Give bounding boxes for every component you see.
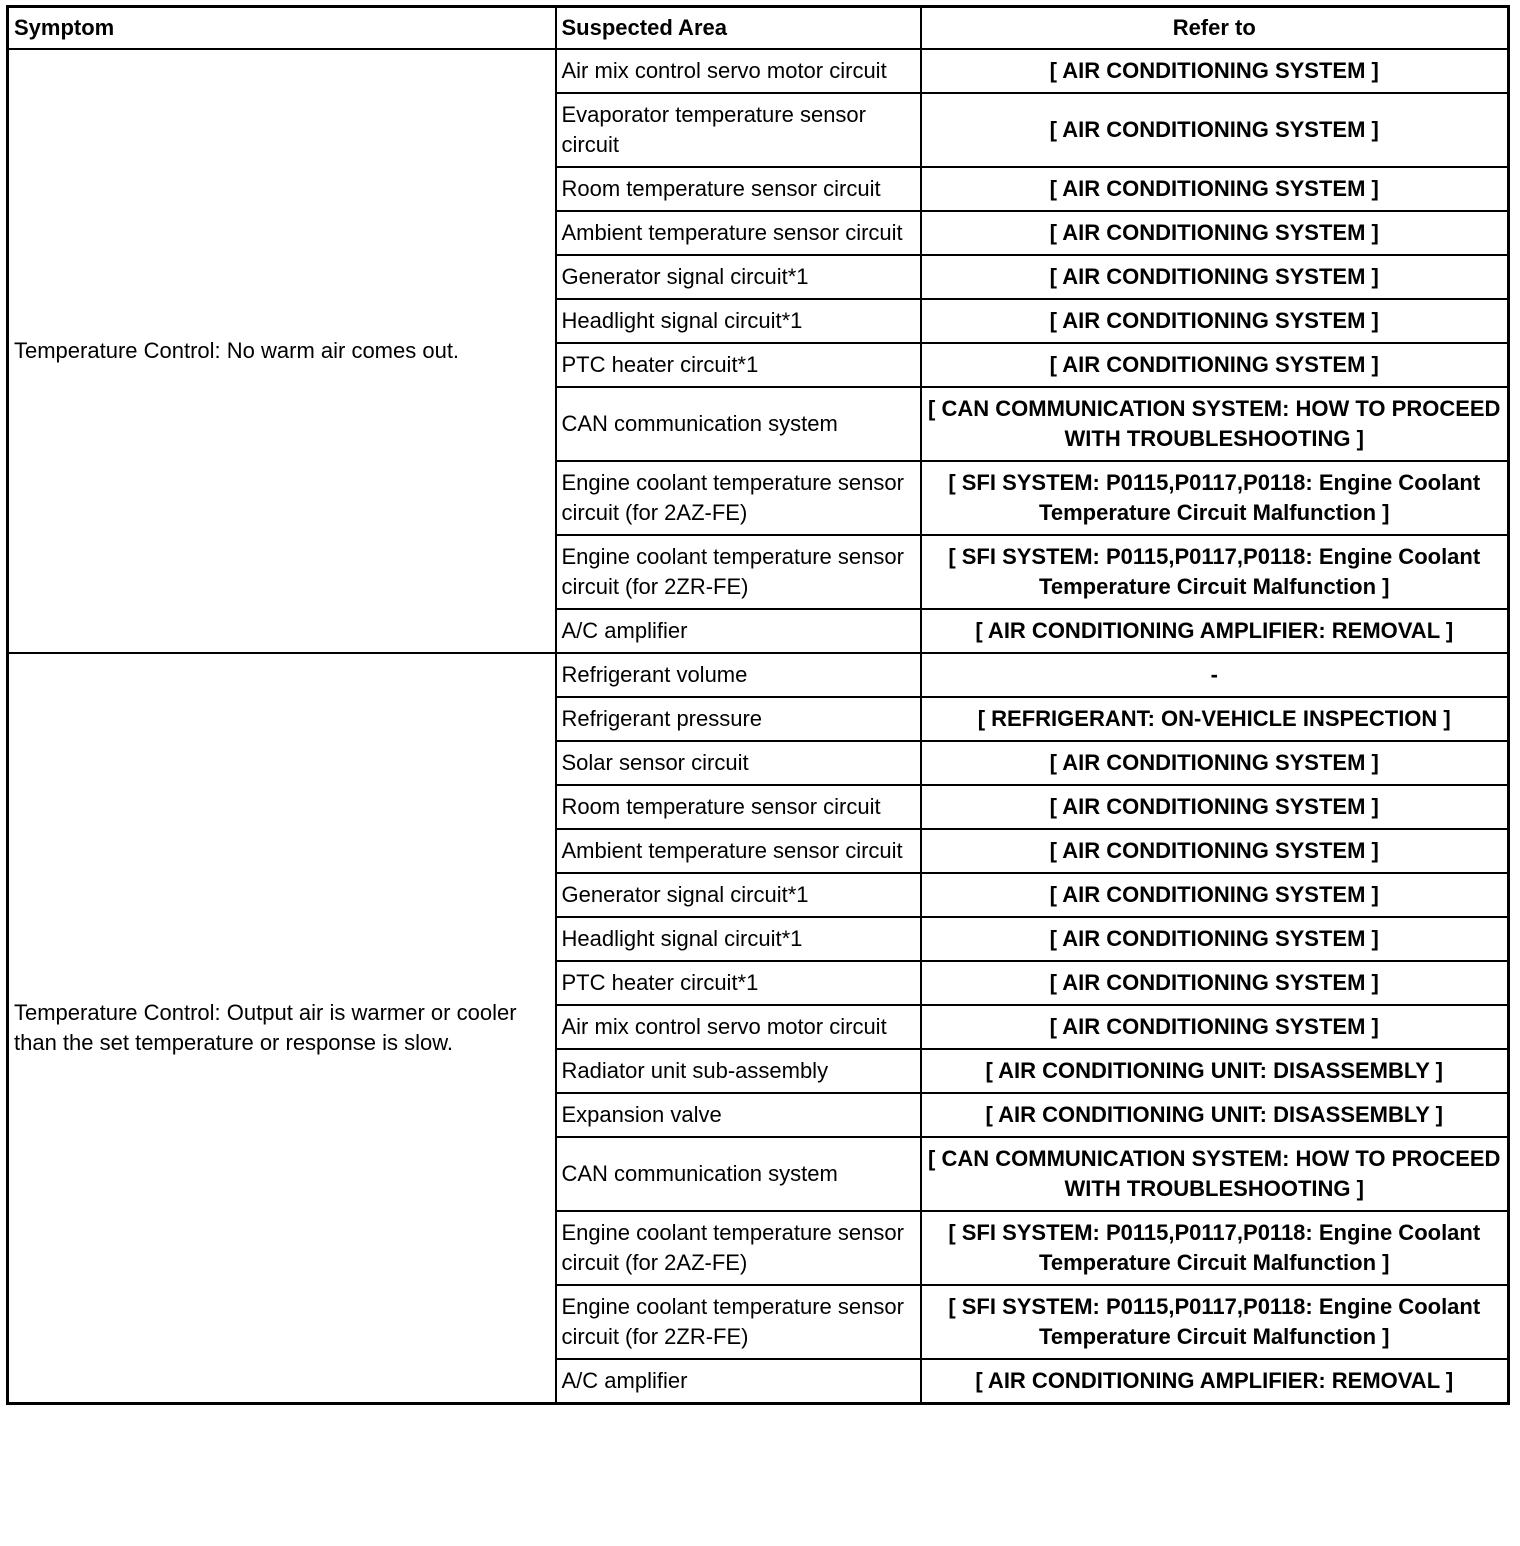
suspected-area-cell: Generator signal circuit*1 bbox=[556, 255, 921, 299]
table-row bbox=[8, 49, 1509, 93]
symptom-header: Symptom bbox=[8, 7, 556, 50]
refer-to-link[interactable]: [ AIR CONDITIONING UNIT: DISASSEMBLY ] bbox=[921, 1093, 1509, 1137]
suspected-area-cell: A/C amplifier bbox=[556, 609, 921, 653]
refer-to-link[interactable]: [ AIR CONDITIONING SYSTEM ] bbox=[921, 211, 1509, 255]
refer-to-link[interactable]: [ AIR CONDITIONING SYSTEM ] bbox=[921, 917, 1509, 961]
suspected-area-cell: Room temperature sensor circuit bbox=[556, 167, 921, 211]
suspected-area-cell: Solar sensor circuit bbox=[556, 741, 921, 785]
refer-to-link[interactable]: [ AIR CONDITIONING SYSTEM ] bbox=[921, 167, 1509, 211]
table-row bbox=[8, 653, 1509, 697]
refer-to-link: - bbox=[921, 653, 1509, 697]
troubleshooting-table bbox=[6, 5, 1510, 1405]
refer-to-link[interactable]: [ AIR CONDITIONING SYSTEM ] bbox=[921, 343, 1509, 387]
refer-to-link[interactable]: [ AIR CONDITIONING SYSTEM ] bbox=[921, 785, 1509, 829]
suspected-area-cell: Air mix control servo motor circuit bbox=[556, 1005, 921, 1049]
refer-to-link[interactable]: [ AIR CONDITIONING SYSTEM ] bbox=[921, 829, 1509, 873]
refer-to-link[interactable]: [ AIR CONDITIONING AMPLIFIER: REMOVAL ] bbox=[921, 609, 1509, 653]
suspected-area-cell: Ambient temperature sensor circuit bbox=[556, 829, 921, 873]
header-row bbox=[8, 7, 1509, 50]
suspected-area-cell: Headlight signal circuit*1 bbox=[556, 299, 921, 343]
refer-to-link[interactable]: [ AIR CONDITIONING SYSTEM ] bbox=[921, 1005, 1509, 1049]
suspected-area-cell: Refrigerant pressure bbox=[556, 697, 921, 741]
refer-to-link[interactable]: [ AIR CONDITIONING SYSTEM ] bbox=[921, 961, 1509, 1005]
refer-to-link[interactable]: [ AIR CONDITIONING SYSTEM ] bbox=[921, 255, 1509, 299]
suspected-area-cell: Engine coolant temperature sensor circuit (for 2AZ-FE) bbox=[556, 1211, 921, 1285]
suspected-area-cell: Ambient temperature sensor circuit bbox=[556, 211, 921, 255]
symptom-cell: Temperature Control: Output air is warmer or cooler than the set temperature or response is slow. bbox=[8, 653, 556, 1404]
refer-to-link[interactable]: [ AIR CONDITIONING SYSTEM ] bbox=[921, 299, 1509, 343]
refer-to-header: Refer to bbox=[921, 7, 1509, 50]
refer-to-link[interactable]: [ AIR CONDITIONING SYSTEM ] bbox=[921, 741, 1509, 785]
suspected-area-cell: A/C amplifier bbox=[556, 1359, 921, 1404]
refer-to-link[interactable]: [ AIR CONDITIONING UNIT: DISASSEMBLY ] bbox=[921, 1049, 1509, 1093]
suspected-area-cell: CAN communication system bbox=[556, 387, 921, 461]
suspected-area-cell: Refrigerant volume bbox=[556, 653, 921, 697]
symptom-cell: Temperature Control: No warm air comes out. bbox=[8, 49, 556, 653]
suspected-area-cell: Radiator unit sub-assembly bbox=[556, 1049, 921, 1093]
suspected-area-cell: Expansion valve bbox=[556, 1093, 921, 1137]
refer-to-link[interactable]: [ SFI SYSTEM: P0115,P0117,P0118: Engine Coolant Temperature Circuit Malfunction ] bbox=[921, 461, 1509, 535]
refer-to-link[interactable]: [ AIR CONDITIONING SYSTEM ] bbox=[921, 873, 1509, 917]
suspected-area-cell: CAN communication system bbox=[556, 1137, 921, 1211]
suspected-area-cell: PTC heater circuit*1 bbox=[556, 961, 921, 1005]
refer-to-link[interactable]: [ AIR CONDITIONING SYSTEM ] bbox=[921, 49, 1509, 93]
refer-to-link[interactable]: [ AIR CONDITIONING SYSTEM ] bbox=[921, 93, 1509, 167]
suspected-area-cell: Engine coolant temperature sensor circuit (for 2ZR-FE) bbox=[556, 1285, 921, 1359]
suspected-area-cell: Room temperature sensor circuit bbox=[556, 785, 921, 829]
suspected-area-cell: Engine coolant temperature sensor circuit (for 2AZ-FE) bbox=[556, 461, 921, 535]
refer-to-link[interactable]: [ REFRIGERANT: ON-VEHICLE INSPECTION ] bbox=[921, 697, 1509, 741]
suspected-area-cell: Air mix control servo motor circuit bbox=[556, 49, 921, 93]
suspected-area-cell: Evaporator temperature sensor circuit bbox=[556, 93, 921, 167]
table-body bbox=[8, 49, 1509, 1404]
refer-to-link[interactable]: [ AIR CONDITIONING AMPLIFIER: REMOVAL ] bbox=[921, 1359, 1509, 1404]
suspected-area-cell: Engine coolant temperature sensor circuit (for 2ZR-FE) bbox=[556, 535, 921, 609]
refer-to-link[interactable]: [ CAN COMMUNICATION SYSTEM: HOW TO PROCEED WITH TROUBLESHOOTING ] bbox=[921, 387, 1509, 461]
refer-to-link[interactable]: [ SFI SYSTEM: P0115,P0117,P0118: Engine Coolant Temperature Circuit Malfunction ] bbox=[921, 1285, 1509, 1359]
refer-to-link[interactable]: [ SFI SYSTEM: P0115,P0117,P0118: Engine Coolant Temperature Circuit Malfunction ] bbox=[921, 1211, 1509, 1285]
suspected-area-header: Suspected Area bbox=[556, 7, 921, 50]
suspected-area-cell: Headlight signal circuit*1 bbox=[556, 917, 921, 961]
refer-to-link[interactable]: [ SFI SYSTEM: P0115,P0117,P0118: Engine Coolant Temperature Circuit Malfunction ] bbox=[921, 535, 1509, 609]
suspected-area-cell: PTC heater circuit*1 bbox=[556, 343, 921, 387]
suspected-area-cell: Generator signal circuit*1 bbox=[556, 873, 921, 917]
refer-to-link[interactable]: [ CAN COMMUNICATION SYSTEM: HOW TO PROCEED WITH TROUBLESHOOTING ] bbox=[921, 1137, 1509, 1211]
